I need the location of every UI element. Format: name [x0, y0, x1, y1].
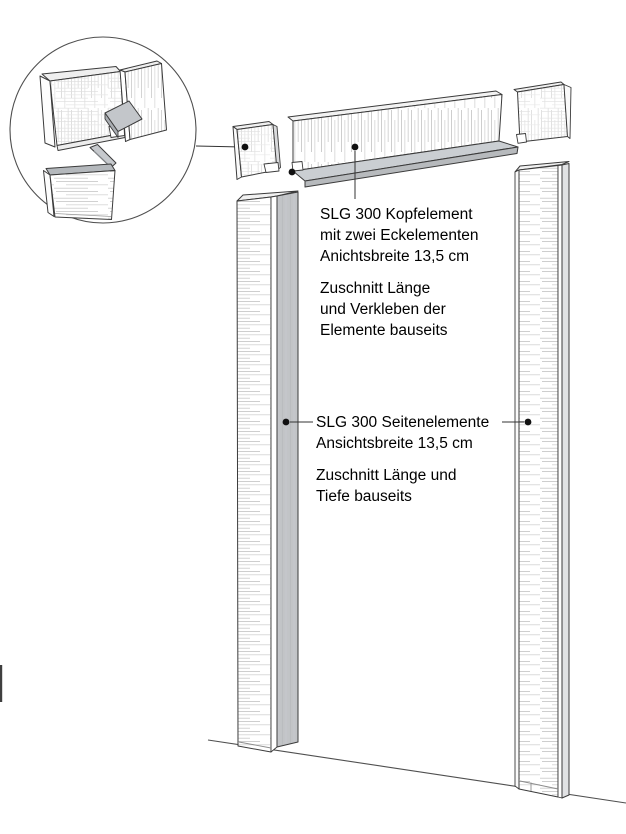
dot-left-column: [283, 419, 290, 426]
dot-kopfelement-corner: [289, 169, 296, 176]
right-side-element-column: [515, 162, 569, 799]
dot-left-corner-element: [242, 144, 249, 151]
annotation-line: Zuschnitt Länge und: [316, 467, 457, 484]
annotation-line: SLG 300 Seitenelemente: [316, 414, 490, 431]
annotation-line: SLG 300 Kopfelement: [320, 206, 473, 223]
annotation-line: Anichtsbreite 13,5 cm: [320, 248, 470, 265]
annotation-line: mit zwei Eckelementen: [320, 227, 479, 244]
dot-right-column: [525, 419, 532, 426]
right-corner-element: [514, 82, 571, 143]
left-edge-mark: [0, 665, 2, 702]
dot-kopfelement: [352, 144, 359, 151]
annotation-line: Ansichtsbreite 13,5 cm: [316, 435, 473, 452]
annotation-line: und Verkleben der: [320, 301, 446, 318]
annotation-line: Elemente bauseits: [320, 322, 448, 339]
annotation-line: Zuschnitt Länge: [320, 280, 431, 297]
callout-kopfelement: [320, 204, 479, 341]
left-corner-element: [233, 122, 281, 180]
left-side-element-column: [237, 191, 298, 752]
detail-corner-square: [40, 67, 125, 151]
kopfelement-drawing: [288, 91, 518, 187]
callout-seitenelemente: [316, 412, 489, 507]
annotation-line: Tiefe bauseits: [316, 488, 412, 505]
detail-corner-assembly: [44, 145, 117, 220]
